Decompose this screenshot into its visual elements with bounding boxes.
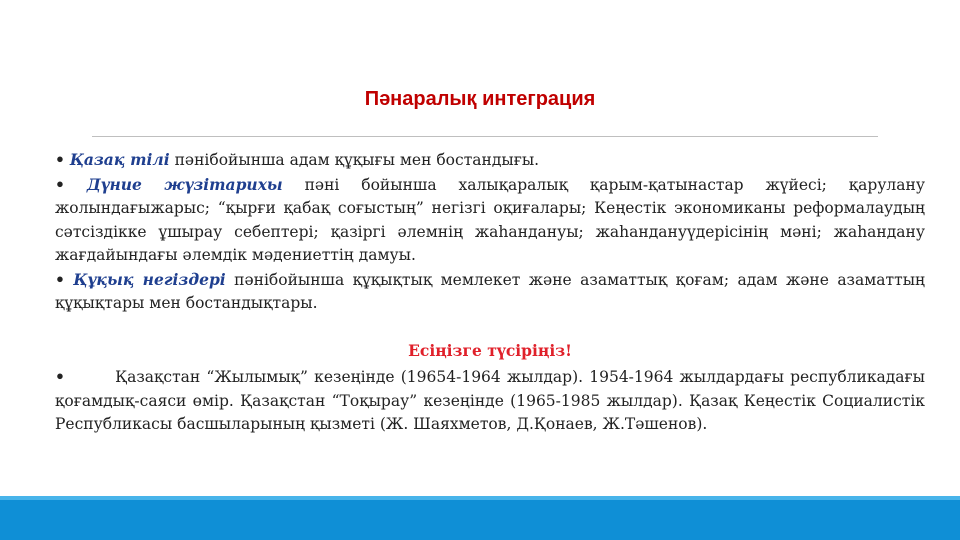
- bullet-marker: •: [55, 150, 65, 169]
- bullet-marker: •: [55, 367, 65, 386]
- bullet-text: пәнібойынша адам құқығы мен бостандығы.: [169, 151, 540, 169]
- subject-term: Қазақ тілі: [69, 150, 170, 169]
- footer-bar-stripe: [0, 496, 960, 500]
- bullet-text: пәні бойынша халықаралық қарым-қатынастар жүйесі; қарулану жолындағыжарыс; “қырғи қабақ соғыстың” негізгі оқиғалары; Кеңестік экономиканы реформалаудың сәтсіздікке ұшырау себептері; қазіргі әлемнің жаһандануы; жаһандануүдерісінің мәні; жаһандану жағдайындағы әлемдік мәдениеттің дамуы.: [55, 175, 925, 264]
- bullet-marker: •: [55, 269, 65, 289]
- subject-term: Дүние жүзітарихы: [86, 174, 283, 194]
- slide-content: [55, 148, 925, 437]
- reminder-body: Қазақстан “Жылымық” кезеңінде (19654-1964 жылдар). 1954-1964 жылдардағы республикадағы қоғамдық-саяси өмір. Қазақстан “Тоқырау” кезеңінде (1965-1985 жылдар). Қазақ Кеңестік Социалистік Республикасы басшыларының қызметі (Ж. Шаяхметов, Д.Қонаев, Ж.Тәшенов).: [55, 368, 925, 433]
- reminder-text: [55, 365, 925, 437]
- footer-bar: [0, 496, 960, 540]
- subject-term: Құқық негіздері: [73, 269, 226, 289]
- bullet-marker: •: [55, 174, 65, 194]
- slide-title: Пәнаралық интеграция: [364, 88, 596, 110]
- bullet-text: пәнібойынша құқықтық мемлекет және азаматтық қоғам; адам және азаматтың құқықтары мен бостандықтары.: [55, 270, 925, 312]
- bullet-item-law-basics: [55, 268, 925, 316]
- bullet-item-world-history: [55, 173, 925, 268]
- bullet-item-kazakh-language: [55, 148, 925, 173]
- spacer: [55, 316, 925, 339]
- title-divider: [92, 136, 878, 137]
- reminder-heading: Есіңізге түсіріңіз!: [408, 340, 572, 360]
